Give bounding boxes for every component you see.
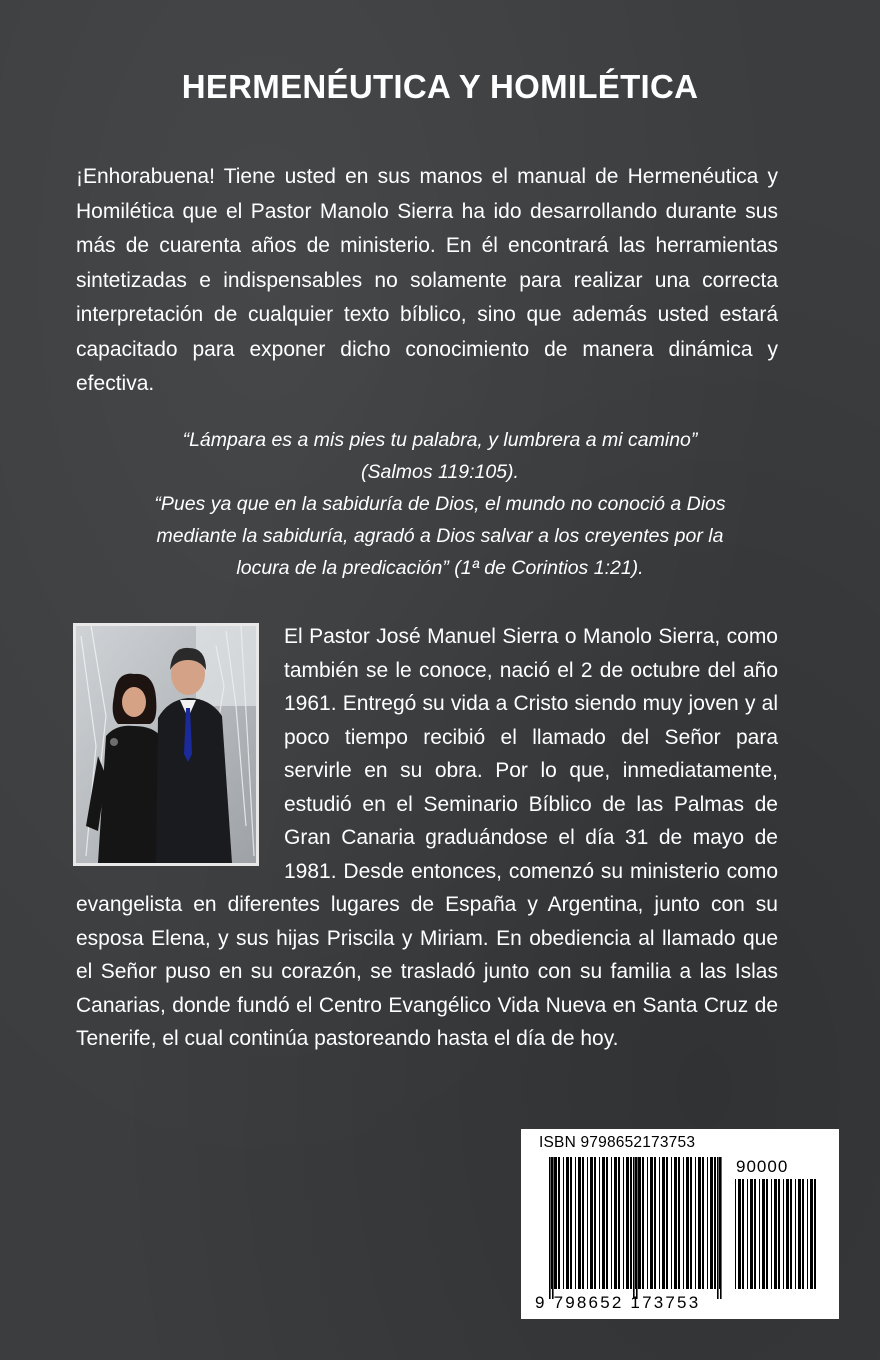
book-title: HERMENÉUTICA Y HOMILÉTICA xyxy=(181,68,699,105)
intro-paragraph: ¡Enhorabuena! Tiene usted en sus manos el manual de Hermenéutica y Homilética que el Pastor Manolo Sierra ha ido desarrollando durante sus más de cuarenta años de ministerio. En él encontrará las herramientas sintetizadas e indispensables no solamente para realizar una correcta interpretación de cualquier texto bíblico, sino que además usted estará capacitado para exponer dicho conocimiento de manera dinámica y efectiva. xyxy=(76,165,778,395)
barcode-bars xyxy=(521,1129,839,1319)
quote-line-3: “Pues ya que en la sabiduría de Dios, el mundo no conoció a Dios xyxy=(154,493,726,515)
quote-line-2: (Salmos 119:105). xyxy=(361,461,519,483)
bio-text: El Pastor José Manuel Sierra o Manolo Sierra, como también se le conoce, nació el 2 de octubre del año 1961. Entregó su vida a Cristo siendo muy joven y al poco tiempo recibió el llamado del Señor para servirle en su obra. Por lo que, inmediatamente, estudió en el Seminario Bíblico de las Palmas de Gran Canaria graduándose el día 31 de mayo de 1981. Desde entonces, comenzó su ministerio como evangelista en diferentes lugares de España y Argentina, junto con su esposa Elena, y sus hijas Priscila y Miriam. En obediencia al llamado que el Señor puso en su corazón, se trasladó junto con su familia a las Islas Canarias, donde fundó el Centro Evangélico Vida Nueva en Santa Cruz de Tenerife, el cual continúa pastoreando hasta el día de hoy. xyxy=(76,625,778,1050)
price-code: 90000 xyxy=(736,1157,789,1176)
quote-line-5: locura de la predicación” (1ª de Corintios 1:21). xyxy=(236,557,644,579)
quote-line-4: mediante la sabiduría, agradó a Dios salvar a los creyentes por la xyxy=(156,525,724,547)
isbn-label: ISBN 9798652173753 xyxy=(539,1134,696,1151)
author-photo xyxy=(73,623,259,866)
barcode-digits: 9 798652 173753 xyxy=(535,1293,701,1312)
scripture-quotes xyxy=(90,424,790,584)
quote-line-1: “Lámpara es a mis pies tu palabra, y lumbrera a mi camino” xyxy=(182,429,698,451)
isbn-barcode xyxy=(521,1129,839,1319)
